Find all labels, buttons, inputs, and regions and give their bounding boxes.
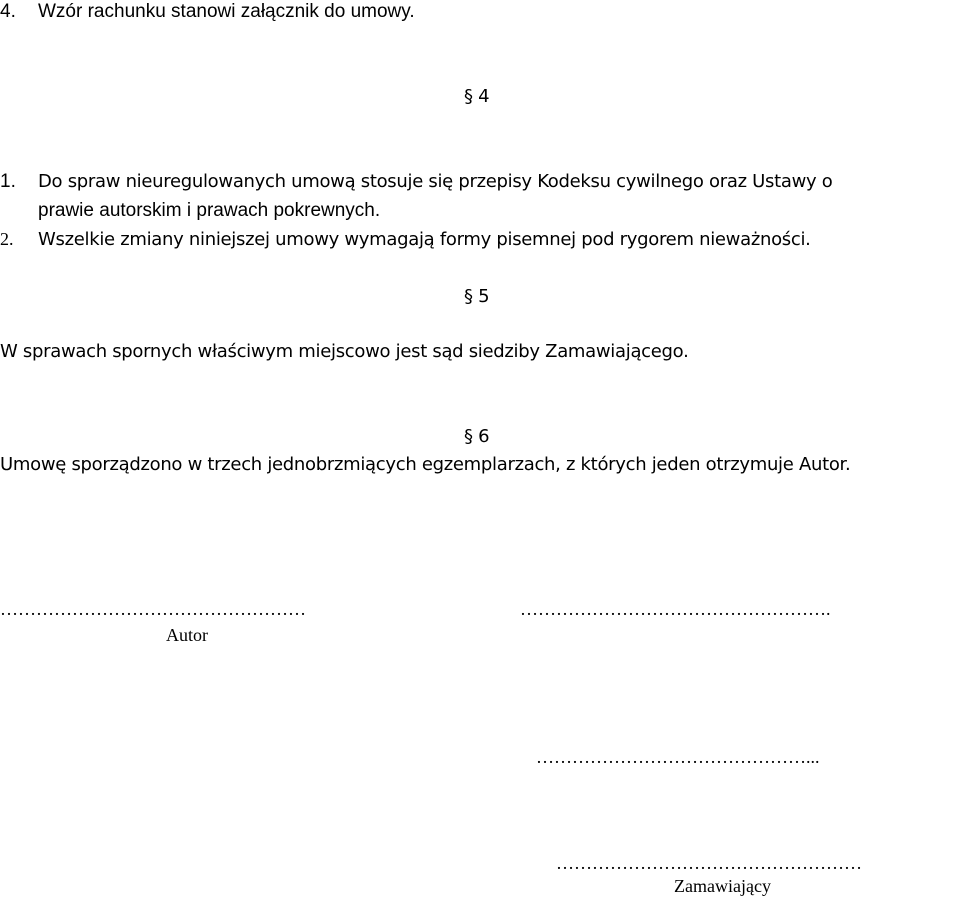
section-6-heading: § 6 [464, 426, 490, 447]
right-signature-line: ……………………………………………. [520, 599, 831, 619]
section-4-item-1-line2: prawie autorskim i prawach pokrewnych. [38, 200, 381, 221]
item-4 [0, 2, 415, 21]
section-4-item-2-number: 2. [0, 229, 14, 249]
section-4-item-2 [0, 230, 811, 249]
section-4-item-1-number: 1. [0, 171, 16, 192]
zamawiajacy-signature-line: …………………………………………… [556, 853, 862, 873]
middle-signature-line: ………………………………………... [536, 747, 820, 767]
section-4-item-1-text: Do spraw nieuregulowanych umową stosuje się przepisy Kodeksu cywilnego oraz Ustawy o [38, 171, 833, 192]
section-4-item-1-line1 [0, 172, 833, 191]
section-5-heading: § 5 [464, 286, 490, 307]
section-5-text: W sprawach spornych właściwym miejscowo jest sąd siedziby Zamawiającego. [0, 341, 689, 362]
item-4-number: 4. [0, 1, 16, 22]
section-4-item-2-text: Wszelkie zmiany niniejszej umowy wymagają formy pisemnej pod rygorem nieważności. [38, 229, 811, 250]
section-6-text: Umowę sporządzono w trzech jednobrzmiących egzemplarzach, z których jeden otrzymuje Autor. [0, 454, 851, 475]
zamawiajacy-label: Zamawiający [674, 876, 771, 896]
autor-label: Autor [166, 625, 208, 645]
autor-signature-line: …………………………………………… [0, 599, 306, 619]
item-4-text: Wzór rachunku stanowi załącznik do umowy. [38, 1, 415, 22]
section-4-heading: § 4 [464, 86, 490, 107]
